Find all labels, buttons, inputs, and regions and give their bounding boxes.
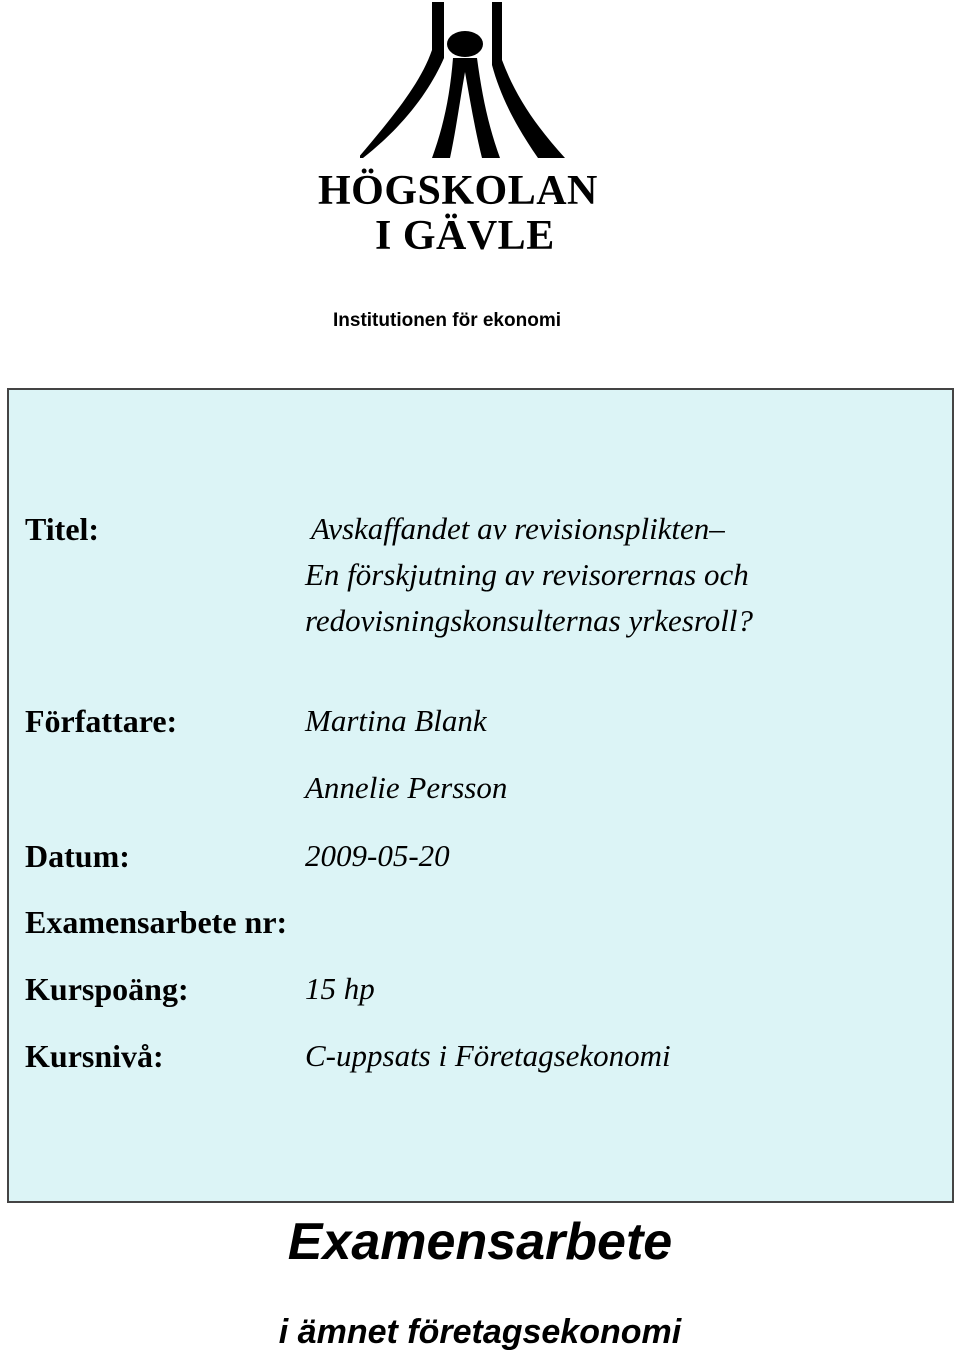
title-label: Titel: bbox=[25, 511, 100, 547]
document-type-title: Examensarbete bbox=[287, 1213, 673, 1271]
credits-value: 15 hp bbox=[305, 971, 375, 1006]
level-label: Kursnivå: bbox=[25, 1038, 164, 1074]
author-1: Martina Blank bbox=[305, 703, 487, 738]
title-line3: redovisningskonsulternas yrkesroll? bbox=[305, 603, 754, 638]
thesis-number-label: Examensarbete nr: bbox=[25, 904, 288, 940]
title-line2: En förskjutning av revisorernas och bbox=[305, 557, 749, 592]
author-2: Annelie Persson bbox=[305, 770, 508, 805]
university-logo-icon bbox=[360, 0, 570, 160]
title-line1: Avskaffandet av revisionsplikten– bbox=[311, 511, 725, 546]
subject-subtitle: i ämnet företagsekonomi bbox=[278, 1313, 682, 1351]
thesis-info-box bbox=[7, 388, 954, 1203]
department-name: Institutionen för ekonomi bbox=[333, 310, 561, 331]
level-value: C-uppsats i Företagsekonomi bbox=[305, 1038, 671, 1073]
authors-label: Författare: bbox=[25, 703, 178, 739]
logo-text-line1: HÖGSKOLAN bbox=[318, 168, 598, 214]
logo-text-line2: I GÄVLE bbox=[375, 213, 555, 259]
date-label: Datum: bbox=[25, 838, 130, 874]
date-value: 2009-05-20 bbox=[305, 838, 450, 873]
credits-label: Kurspoäng: bbox=[25, 971, 189, 1007]
